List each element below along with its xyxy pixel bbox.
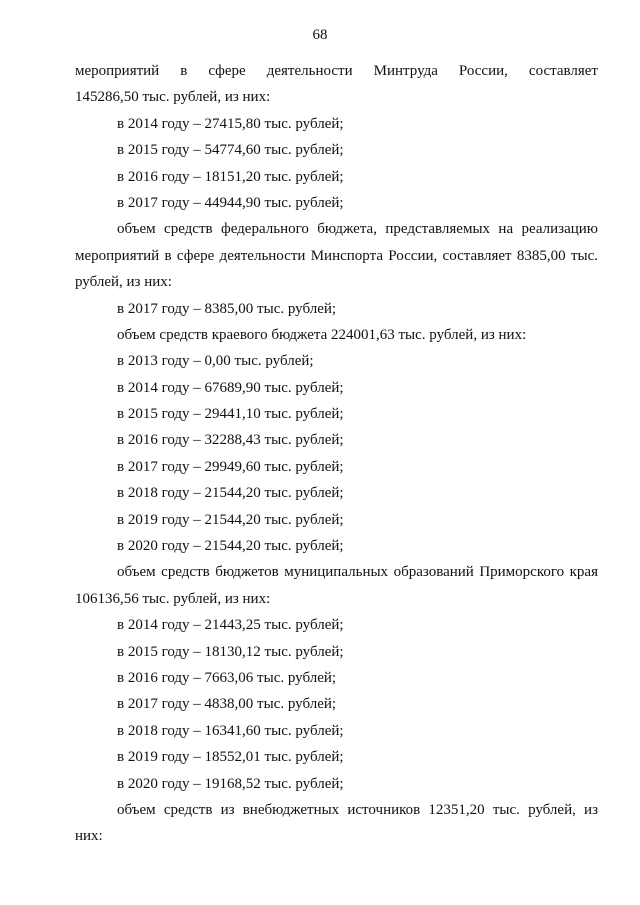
text-line: в 2017 году – 44944,90 тыс. рублей; <box>117 194 344 211</box>
text-line: мероприятий в сфере деятельности Минтруда России, составляет <box>75 63 598 79</box>
text-line: них: <box>75 828 103 845</box>
text-line: в 2014 году – 67689,90 тыс. рублей; <box>117 379 344 396</box>
text-line: рублей, из них: <box>75 274 172 291</box>
text-line: в 2019 году – 18552,01 тыс. рублей; <box>117 749 344 766</box>
text-line: в 2017 году – 8385,00 тыс. рублей; <box>117 300 337 317</box>
text-line: в 2018 году – 16341,60 тыс. рублей; <box>117 722 344 739</box>
text-line: объем средств бюджетов муниципальных образований Приморского края <box>117 564 598 581</box>
document-body <box>75 58 598 850</box>
text-line: в 2015 году – 29441,10 тыс. рублей; <box>117 406 344 423</box>
text-line: 106136,56 тыс. рублей, из них: <box>75 590 271 607</box>
text-line: 145286,50 тыс. рублей, из них: <box>75 89 271 106</box>
text-line: в 2014 году – 21443,25 тыс. рублей; <box>117 617 344 634</box>
text-line: в 2013 году – 0,00 тыс. рублей; <box>117 353 314 370</box>
text-line: в 2015 году – 54774,60 тыс. рублей; <box>117 142 344 159</box>
text-line: в 2018 году – 21544,20 тыс. рублей; <box>117 485 344 502</box>
text-line: в 2020 году – 19168,52 тыс. рублей; <box>117 775 344 792</box>
text-line: в 2020 году – 21544,20 тыс. рублей; <box>117 538 344 555</box>
text-line: в 2016 году – 7663,06 тыс. рублей; <box>117 669 337 686</box>
text-line: в 2019 году – 21544,20 тыс. рублей; <box>117 511 344 528</box>
text-line: в 2016 году – 18151,20 тыс. рублей; <box>117 168 344 185</box>
text-line: в 2017 году – 29949,60 тыс. рублей; <box>117 458 344 475</box>
text-line: в 2014 году – 27415,80 тыс. рублей; <box>117 115 344 132</box>
text-line: объем средств из внебюджетных источников 12351,20 тыс. рублей, из <box>117 801 598 818</box>
text-line: в 2015 году – 18130,12 тыс. рублей; <box>117 643 344 660</box>
text-line: в 2016 году – 32288,43 тыс. рублей; <box>117 432 344 449</box>
text-line: в 2017 году – 4838,00 тыс. рублей; <box>117 696 337 713</box>
text-line: мероприятий в сфере деятельности Минспорта России, составляет 8385,00 тыс. <box>75 247 598 264</box>
page-number: 68 <box>312 27 328 43</box>
text-line: объем средств краевого бюджета 224001,63 тыс. рублей, из них: <box>117 326 527 343</box>
text-line: объем средств федерального бюджета, представляемых на реализацию <box>117 221 598 238</box>
